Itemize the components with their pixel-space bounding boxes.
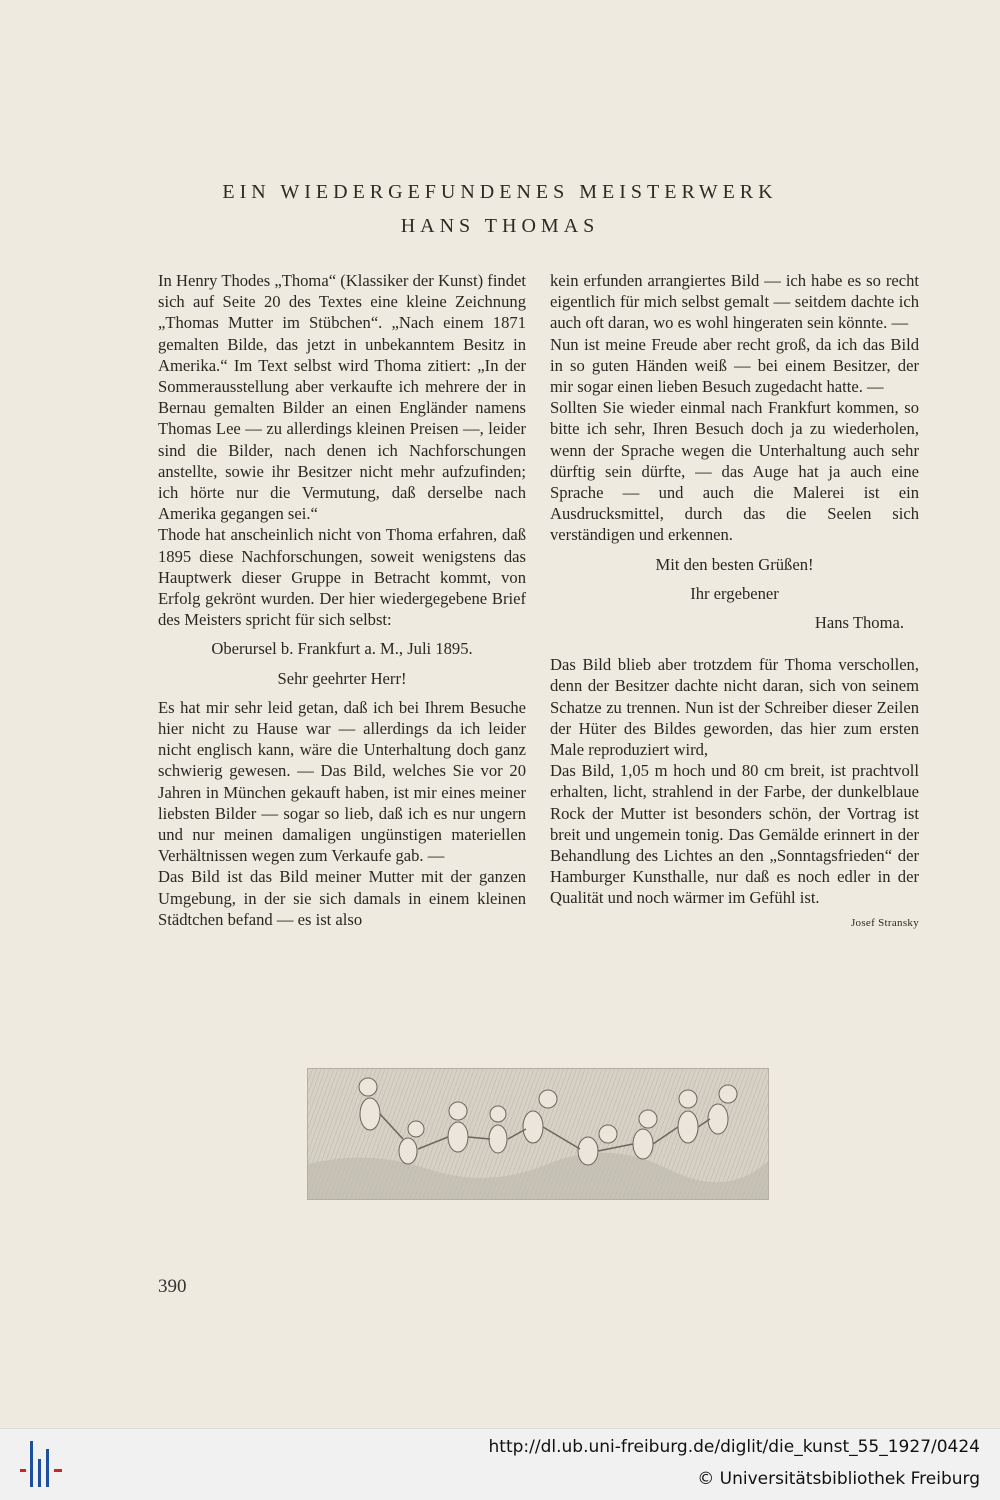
letter-closing-line: Ihr ergebener xyxy=(690,583,779,603)
paragraph: Das Bild ist das Bild meiner Mutter mit der ganzen Umgebung, in der sie sich damals in einem kleinen Städtchen befand — es ist also xyxy=(158,867,526,929)
paragraph: Thode hat anscheinlich nicht von Thoma erfahren, daß 1895 diese Nachforschungen, soweit wenigstens das Hauptwerk dieser Gruppe in Betracht kommt, von Erfolg gekrönt wurden. Der hier wiedergegebene Brief des Meisters spricht für sich selbst: xyxy=(158,525,526,630)
paragraph: Sollten Sie wieder einmal nach Frankfurt kommen, so bitte ich sehr, Ihren Besuch doch ja zu wiederholen, wenn der Sprache wegen die Unterhaltung auch sehr dürftig sein dürfte, — das Auge hat ja auch eine Sprache — und auch die Malerei ist ein Ausdrucksmittel, durch das die Seelen sich verständigen und erkennen. xyxy=(550,398,919,545)
source-url-link[interactable]: http://dl.ub.uni-freiburg.de/diglit/die_kunst_55_1927/0424 xyxy=(488,1437,980,1457)
paragraph: Es hat mir sehr leid getan, daß ich bei Ihrem Besuche hier nicht zu Hause war — allerdings da ich leider nicht englisch kann, wäre die Unterhaltung doch ganz schwierig gewesen. — Das Bild, welches Sie vor 20 Jahren in München gekauft haben, ist mir eines meiner liebsten Bilder — sogar so lieb, daß ich es nur ungern und nur meinen damaligen ungünstigen materiellen Verhältnissen wegen zum Verkaufe gab. — xyxy=(158,697,526,866)
paragraph: kein erfunden arrangiertes Bild — ich habe es so recht eigentlich für mich selbst gemalt — seitdem dachte ich auch oft daran, wo es wohl hingeraten sein könnte. — xyxy=(550,271,919,333)
article-subtitle: HANS THOMAS xyxy=(400,215,600,237)
author-name: Josef Stransky xyxy=(850,916,919,929)
paragraph: Nun ist meine Freude aber recht groß, da ich das Bild in so guten Händen weiß — bei einem Besitzer, der mir sogar einen lieben Besuch zugedacht hatte. — xyxy=(550,334,919,397)
paragraph: Das Bild, 1,05 m hoch und 80 cm breit, ist prachtvoll erhalten, licht, strahlend in der Farbe, der dunkelblaue Rock der Mutter ist besonders schön, der Vortrag ist breit und ungemein tonig. Das Gemälde erinnert in der Behandlung des Lichtes an den „Sonntagsfrieden“ der Hamburger Kunsthalle, nur daß es noch edler in der Qualität und noch wärmer im Gefühl ist. xyxy=(550,761,919,908)
letter-salutation: Sehr geehrter Herr! xyxy=(277,668,407,688)
etching-illustration xyxy=(307,1068,769,1200)
article-title: EIN WIEDERGEFUNDENES MEISTERWERK xyxy=(222,181,778,203)
letter-closing: Mit den besten Grüßen! xyxy=(655,554,814,574)
right-column xyxy=(550,270,919,934)
left-column xyxy=(158,270,526,930)
copyright-notice: © Universitätsbibliothek Freiburg xyxy=(697,1469,980,1489)
paragraph: In Henry Thodes „Thoma“ (Klassiker der Kunst) findet sich auf Seite 20 des Textes eine kleine Zeichnung „Thomas Mutter im Stübchen“. „Nach einem 1871 gemalten Bilde, das jetzt in unbekanntem Besitz in Amerika.“ Im Text selbst wird Thoma zitiert: „In der Sommerausstellung aber verkaufte ich mehrere der in Bernau gemalten Bilder an einen Engländer namens Thomas Lee — zu allerdings kleinen Preisen —, leider sind die Bilder, nach denen ich Nachforschungen anstellte, sowie ihr Besitzer nicht mehr aufzufinden; ich hörte nur die Vermutung, daß derselbe nach Amerika gegangen sei.“ xyxy=(158,271,526,524)
dancing-children-image xyxy=(308,1069,768,1199)
footer-bar xyxy=(0,1428,1000,1500)
letter-dateline: Oberursel b. Frankfurt a. M., Juli 1895. xyxy=(211,639,473,659)
library-logo-icon xyxy=(18,1437,64,1491)
page-number: 390 xyxy=(158,1276,187,1297)
letter-signature: Hans Thoma. xyxy=(814,613,904,633)
paragraph: Das Bild blieb aber trotzdem für Thoma verschollen, denn der Besitzer dachte nicht daran, sich von seinem Schatze zu trennen. Nun ist der Schreiber dieser Zeilen der Hüter des Bildes geworden, das hier zum ersten Male reproduziert wird, xyxy=(550,655,919,760)
